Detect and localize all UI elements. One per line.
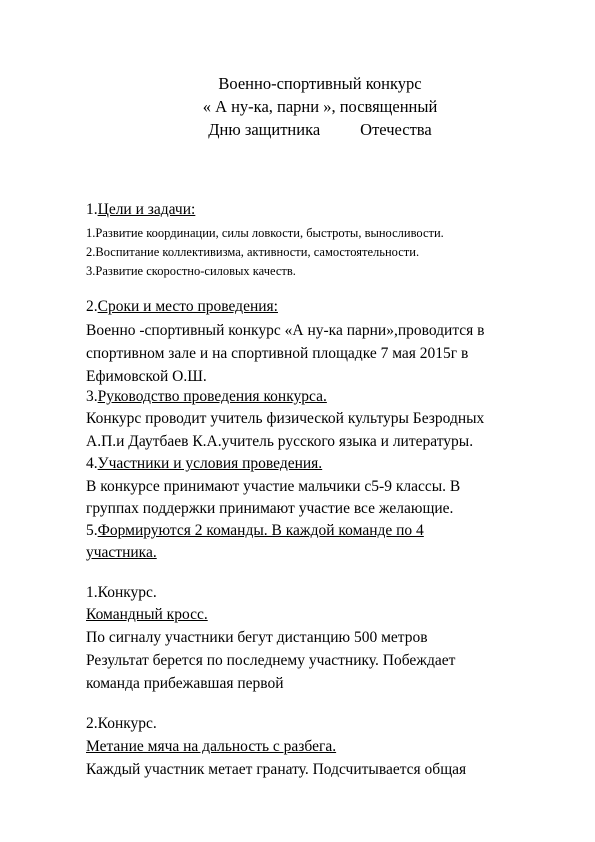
goal-item-3: 3.Развитие скоростно-силовых качеств. bbox=[86, 264, 296, 278]
section-4-number: 4. bbox=[86, 455, 98, 472]
contest-1-line-1: По сигналу участники бегут дистанцию 500 метров bbox=[86, 629, 428, 646]
section-3-title: Руководство проведения конкурса. bbox=[97, 388, 327, 405]
section-4-heading bbox=[86, 455, 322, 473]
title-line-3-part-2: Отечества bbox=[360, 120, 432, 139]
section-5-title-continued: участника. bbox=[86, 544, 157, 561]
section-4-line-2: группах поддержки принимают участие все желающие. bbox=[86, 500, 454, 517]
section-4-title: Участники и условия проведения. bbox=[97, 455, 323, 472]
section-5-title: Формируются 2 команды. В каждой команде по 4 bbox=[97, 522, 424, 539]
goal-item-1: 1.Развитие координации, силы ловкости, быстроты, выносливости. bbox=[86, 226, 444, 240]
title-line-2: « А ну-ка, парни », посвященный bbox=[202, 97, 438, 116]
section-2-number: 2. bbox=[86, 298, 98, 315]
contest-1-line-2: Результат берется по последнему участнику. Побеждает bbox=[86, 652, 456, 669]
section-2-line-2: спортивном зале и на спортивной площадке 7 мая 2015г в bbox=[86, 345, 469, 362]
title-line-1: Военно-спортивный конкурс bbox=[218, 74, 422, 93]
section-4-line-1: В конкурсе принимают участие мальчики с5-9 классы. В bbox=[86, 478, 461, 495]
section-2-heading bbox=[86, 298, 278, 316]
contest-2-name: Метание мяча на дальность с разбега. bbox=[86, 738, 337, 755]
section-1-number: 1. bbox=[86, 201, 98, 218]
contest-1-label: 1.Конкурс. bbox=[86, 584, 157, 601]
goal-item-2: 2.Воспитание коллективизма, активности, самостоятельности. bbox=[86, 245, 420, 259]
section-5-number: 5. bbox=[86, 522, 98, 539]
section-1-title: Цели и задачи: bbox=[97, 201, 196, 218]
section-2-title: Сроки и место проведения: bbox=[97, 298, 278, 315]
section-3-heading bbox=[86, 388, 327, 406]
contest-2-label: 2.Конкурс. bbox=[86, 715, 157, 732]
section-2-line-3: Ефимовской О.Ш. bbox=[86, 368, 207, 385]
section-3-line-2: А.П.и Даутбаев К.А.учитель русского языка и литературы. bbox=[86, 433, 474, 450]
title-line-3 bbox=[0, 119, 595, 141]
section-3-line-1: Конкурс проводит учитель физической культуры Безродных bbox=[86, 410, 485, 427]
contest-1-line-3: команда прибежавшая первой bbox=[86, 675, 284, 692]
title-line-3-part-1: Дню защитника bbox=[208, 120, 321, 139]
section-2-line-1: Военно -спортивный конкурс «А ну-ка парни»,проводится в bbox=[86, 322, 485, 339]
contest-1-name: Командный кросс. bbox=[86, 606, 208, 623]
section-1-heading bbox=[86, 201, 195, 219]
section-3-number: 3. bbox=[86, 388, 98, 405]
section-5-heading bbox=[86, 522, 424, 540]
contest-2-line-1: Каждый участник метает гранату. Подсчитывается общая bbox=[86, 761, 467, 778]
